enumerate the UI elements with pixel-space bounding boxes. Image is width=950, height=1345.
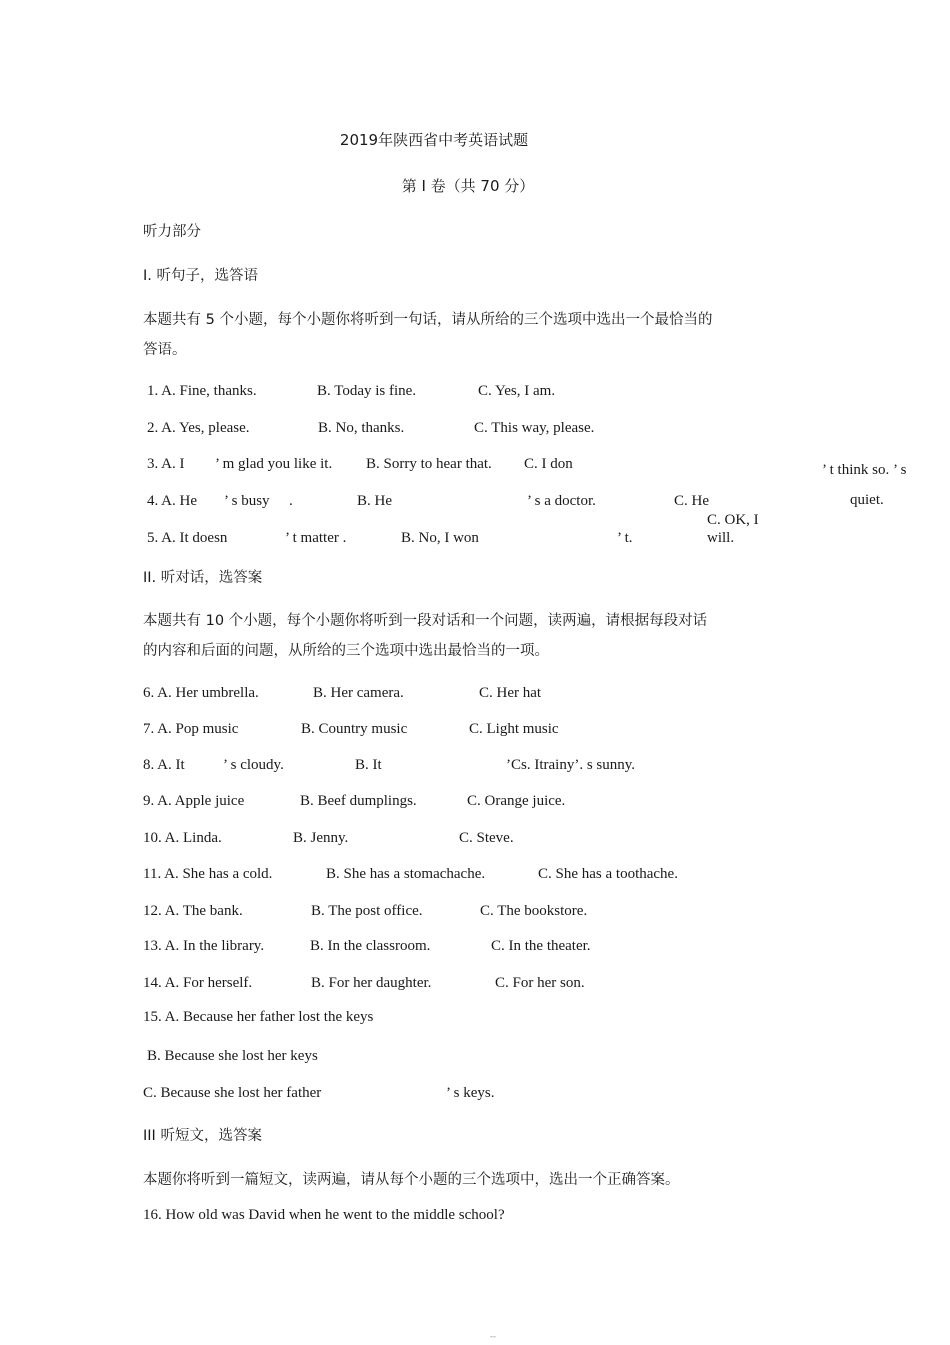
q12-option-b: B. The post office. <box>311 903 423 919</box>
q14-option-c: C. For her son. <box>495 975 585 991</box>
q10-option-b: B. Jenny. <box>293 830 349 846</box>
q4-option-b: B. He <box>357 493 392 509</box>
q8-option-c: ’Cs. Itrainy’. s sunny. <box>506 757 636 773</box>
q3-option-a-cont: ’ m glad you like it. <box>215 456 333 472</box>
page-title: 2019年陕西省中考英语试题 <box>339 131 529 149</box>
q13-option-a: 13. A. In the library. <box>143 938 265 954</box>
q5-option-c-cont: will. <box>707 530 735 546</box>
q15-option-a: 15. A. Because her father lost the keys <box>143 1009 374 1025</box>
q6-option-a: 6. A. Her umbrella. <box>143 685 259 701</box>
q10-option-a: 10. A. Linda. <box>143 830 222 846</box>
q12-option-c: C. The bookstore. <box>480 903 588 919</box>
footer-mark: -- <box>490 1331 496 1341</box>
q3-option-b: B. Sorry to hear that. <box>366 456 492 472</box>
q15-option-c: C. Because she lost her father <box>143 1085 322 1101</box>
section-2-heading: II. 听对话，选答案 <box>143 570 263 586</box>
q11-option-b: B. She has a stomachache. <box>326 866 486 882</box>
q2-option-c: C. This way, please. <box>474 420 595 436</box>
q8-option-b: B. It <box>355 757 382 773</box>
q1-option-c: C. Yes, I am. <box>478 383 556 399</box>
q6-option-b: B. Her camera. <box>313 685 404 701</box>
q9-option-b: B. Beef dumplings. <box>300 793 417 809</box>
section-3-instructions: 本题你将听到一篇短文，读两遍，请从每个小题的三个选项中，选出一个正确答案。 <box>143 1172 680 1188</box>
paper-subtitle: 第 I 卷（共 70 分） <box>401 177 535 195</box>
q1-option-a: 1. A. Fine, thanks. <box>147 383 257 399</box>
q4-option-a: 4. A. He <box>147 493 197 509</box>
q3-option-c: C. I don <box>524 456 573 472</box>
q7-option-b: B. Country music <box>301 721 408 737</box>
q9-option-c: C. Orange juice. <box>467 793 566 809</box>
q16-question: 16. How old was David when he went to the middle school? <box>143 1207 505 1223</box>
q4-option-a-cont: ’ s busy <box>224 493 270 509</box>
q15-option-b: B. Because she lost her keys <box>147 1048 318 1064</box>
section-1-heading: I. 听句子，选答语 <box>143 268 258 284</box>
q5-option-b-cont: ’ t. <box>617 530 633 546</box>
q3-option-a: 3. A. I <box>147 456 185 472</box>
q4-option-b-cont: ’ s a doctor. <box>527 493 596 509</box>
q4-option-c: C. He <box>674 493 709 509</box>
q13-option-c: C. In the theater. <box>491 938 591 954</box>
q5-option-c: C. OK, I <box>707 512 759 528</box>
section-2-instructions: 本题共有 10 个小题，每个小题你将听到一段对话和一个问题，读两遍，请根据每段对话 <box>143 613 708 629</box>
q9-option-a: 9. A. Apple juice <box>143 793 245 809</box>
q2-option-b: B. No, thanks. <box>318 420 405 436</box>
q5-option-a-cont: ’ t matter . <box>285 530 347 546</box>
q2-option-a: 2. A. Yes, please. <box>147 420 250 436</box>
q11-option-a: 11. A. She has a cold. <box>143 866 273 882</box>
q4-option-c-cont: quiet. <box>850 492 884 508</box>
q7-option-c: C. Light music <box>469 721 559 737</box>
section-1-instructions: 本题共有 5 个小题，每个小题你将听到一句话，请从所给的三个选项中选出一个最恰当的 <box>143 312 713 328</box>
q13-option-b: B. In the classroom. <box>310 938 431 954</box>
q14-option-b: B. For her daughter. <box>311 975 432 991</box>
q7-option-a: 7. A. Pop music <box>143 721 239 737</box>
listening-heading: 听力部分 <box>143 224 201 240</box>
q6-option-c: C. Her hat <box>479 685 542 701</box>
section-3-heading: III 听短文，选答案 <box>143 1128 262 1144</box>
q5-option-a: 5. A. It doesn <box>147 530 228 546</box>
q10-option-c: C. Steve. <box>459 830 514 846</box>
q1-option-b: B. Today is fine. <box>317 383 417 399</box>
q8-option-a: 8. A. It <box>143 757 185 773</box>
q3-option-c-cont: ’ t think so. ’ s <box>822 462 907 478</box>
q15-option-c-cont: ’ s keys. <box>446 1085 495 1101</box>
q12-option-a: 12. A. The bank. <box>143 903 243 919</box>
q5-option-b: B. No, I won <box>401 530 479 546</box>
q14-option-a: 14. A. For herself. <box>143 975 253 991</box>
section-2-instructions-cont: 的内容和后面的问题，从所给的三个选项中选出最恰当的一项。 <box>143 643 549 659</box>
q8-option-a-cont: ’ s cloudy. <box>223 757 284 773</box>
section-1-instructions-cont: 答语。 <box>143 342 187 358</box>
q11-option-c: C. She has a toothache. <box>538 866 678 882</box>
q4-option-a-period: . <box>289 493 293 509</box>
